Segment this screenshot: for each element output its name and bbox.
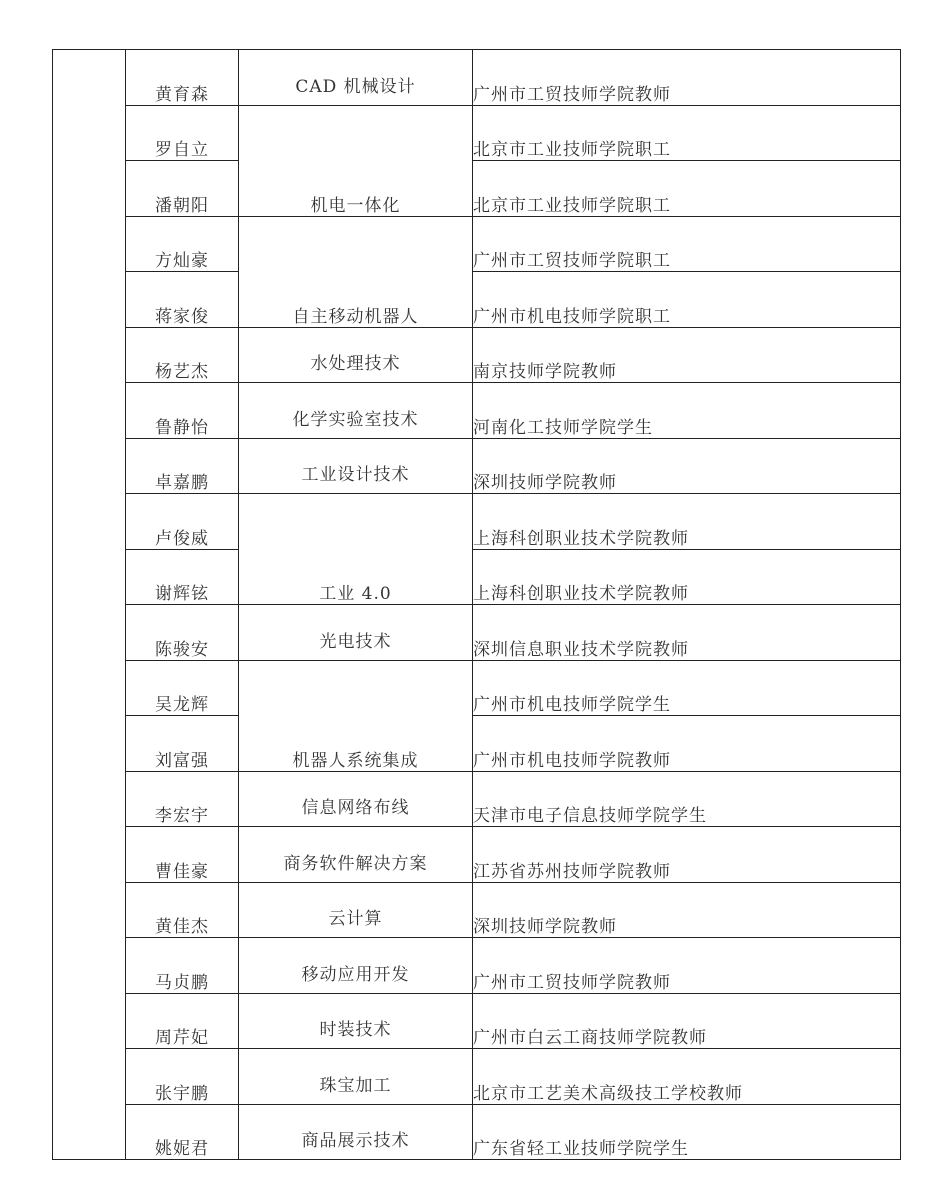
skill-cell: 珠宝加工 — [239, 1049, 473, 1105]
name-cell: 方灿豪 — [126, 216, 239, 272]
name-cell: 罗自立 — [126, 105, 239, 161]
unit-cell: 江苏省苏州技师学院教师 — [473, 827, 901, 883]
table-row — [53, 716, 901, 772]
name-cell: 姚妮君 — [126, 1104, 239, 1160]
table-row — [53, 1049, 901, 1105]
unit-cell: 广东省轻工业技师学院学生 — [473, 1104, 901, 1160]
unit-cell: 南京技师学院教师 — [473, 327, 901, 383]
table-row — [53, 827, 901, 883]
unit-cell: 北京市工业技师学院职工 — [473, 161, 901, 217]
unit-cell: 广州市工贸技师学院教师 — [473, 50, 901, 106]
skill-cell: CAD 机械设计 — [239, 50, 473, 106]
unit-cell: 上海科创职业技术学院教师 — [473, 549, 901, 605]
name-cell: 卓嘉鹏 — [126, 438, 239, 494]
unit-cell: 广州市工贸技师学院教师 — [473, 938, 901, 994]
skill-cell: 商品展示技术 — [239, 1104, 473, 1160]
unit-cell: 北京市工艺美术高级技工学校教师 — [473, 1049, 901, 1105]
roster-table — [52, 49, 901, 1160]
skill-cell: 机电一体化 — [239, 105, 473, 216]
table-row — [53, 327, 901, 383]
unit-cell: 上海科创职业技术学院教师 — [473, 494, 901, 550]
name-cell: 杨艺杰 — [126, 327, 239, 383]
name-cell: 吴龙辉 — [126, 660, 239, 716]
table-row — [53, 605, 901, 661]
skill-cell: 机器人系统集成 — [239, 660, 473, 771]
name-cell: 谢辉铉 — [126, 549, 239, 605]
skill-cell: 水处理技术 — [239, 327, 473, 383]
unit-cell: 广州市白云工商技师学院教师 — [473, 993, 901, 1049]
name-cell: 鲁静怡 — [126, 383, 239, 439]
name-cell: 黄育森 — [126, 50, 239, 106]
name-cell: 卢俊威 — [126, 494, 239, 550]
table-row — [53, 494, 901, 550]
table-row — [53, 1104, 901, 1160]
unit-cell: 广州市机电技师学院教师 — [473, 716, 901, 772]
unit-cell: 深圳技师学院教师 — [473, 438, 901, 494]
skill-cell: 光电技术 — [239, 605, 473, 661]
table-row — [53, 50, 901, 106]
unit-cell: 北京市工业技师学院职工 — [473, 105, 901, 161]
unit-cell: 广州市机电技师学院职工 — [473, 272, 901, 328]
unit-cell: 深圳技师学院教师 — [473, 882, 901, 938]
skill-cell: 云计算 — [239, 882, 473, 938]
skill-cell: 移动应用开发 — [239, 938, 473, 994]
table-row — [53, 216, 901, 272]
skill-cell: 自主移动机器人 — [239, 216, 473, 327]
table-row — [53, 993, 901, 1049]
name-cell: 周芹妃 — [126, 993, 239, 1049]
table-row — [53, 105, 901, 161]
name-cell: 马贞鹏 — [126, 938, 239, 994]
table-row — [53, 549, 901, 605]
skill-cell: 工业 4.0 — [239, 494, 473, 605]
name-cell: 陈骏安 — [126, 605, 239, 661]
table-row — [53, 383, 901, 439]
unit-cell: 广州市机电技师学院学生 — [473, 660, 901, 716]
name-cell: 潘朝阳 — [126, 161, 239, 217]
skill-cell: 化学实验室技术 — [239, 383, 473, 439]
unit-cell: 广州市工贸技师学院职工 — [473, 216, 901, 272]
name-cell: 李宏宇 — [126, 771, 239, 827]
name-cell: 蒋家俊 — [126, 272, 239, 328]
table-row — [53, 660, 901, 716]
table-row — [53, 938, 901, 994]
name-cell: 曹佳豪 — [126, 827, 239, 883]
unit-cell: 深圳信息职业技术学院教师 — [473, 605, 901, 661]
skill-cell: 时装技术 — [239, 993, 473, 1049]
unit-cell: 河南化工技师学院学生 — [473, 383, 901, 439]
name-cell: 刘富强 — [126, 716, 239, 772]
table-row — [53, 771, 901, 827]
table-row — [53, 882, 901, 938]
skill-cell: 工业设计技术 — [239, 438, 473, 494]
table-row — [53, 438, 901, 494]
blank-column-cell — [53, 50, 126, 1160]
skill-cell: 信息网络布线 — [239, 771, 473, 827]
skill-cell: 商务软件解决方案 — [239, 827, 473, 883]
table-row — [53, 272, 901, 328]
name-cell: 黄佳杰 — [126, 882, 239, 938]
name-cell: 张宇鹏 — [126, 1049, 239, 1105]
unit-cell: 天津市电子信息技师学院学生 — [473, 771, 901, 827]
table-row — [53, 161, 901, 217]
